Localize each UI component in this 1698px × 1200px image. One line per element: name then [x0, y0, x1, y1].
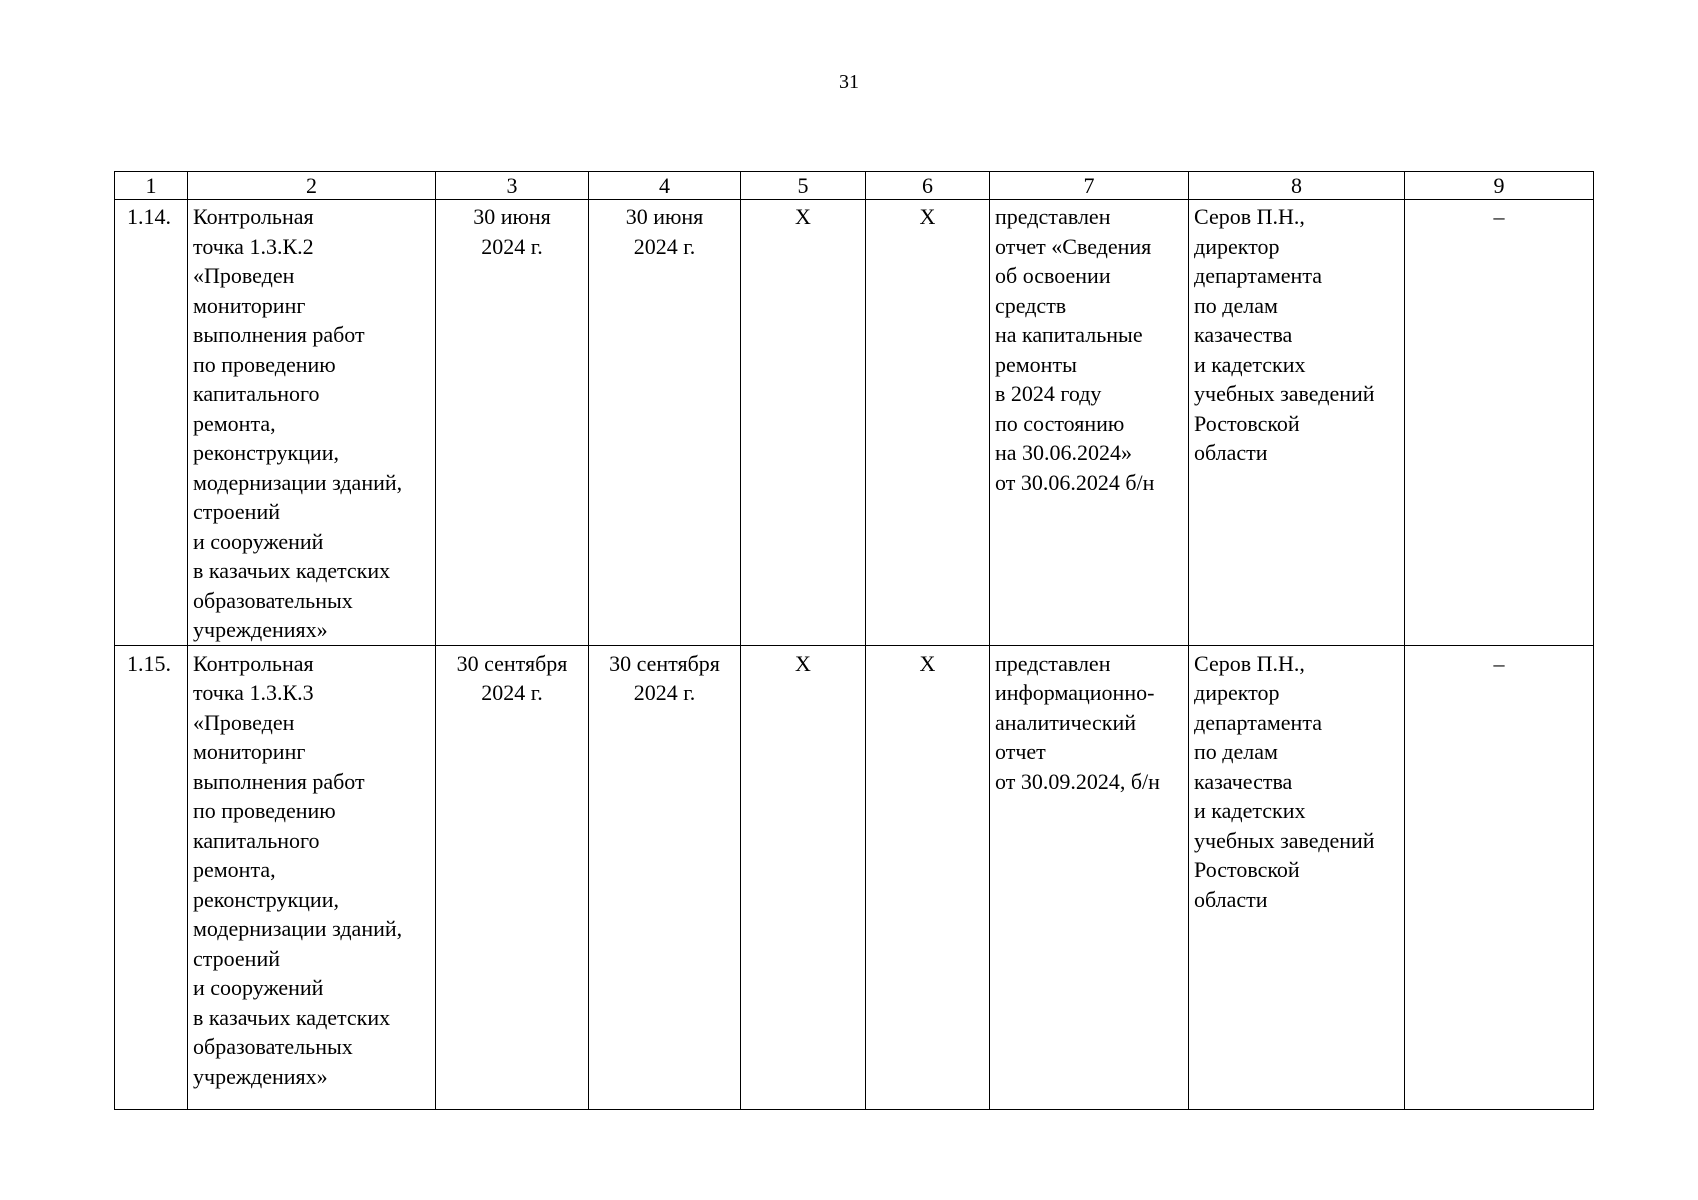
table-row	[115, 200, 1594, 646]
text-line: «Проведен	[193, 263, 295, 288]
text-line: департамента	[1194, 709, 1322, 735]
actual-date	[589, 645, 741, 1109]
planned-date	[436, 200, 589, 646]
text-line: директор	[1194, 680, 1280, 705]
text-line: реконструкции,	[193, 440, 339, 465]
text-line: отчет «Сведения	[995, 233, 1152, 259]
text-line: Контрольная	[193, 650, 314, 676]
col6-value: X	[866, 200, 990, 646]
row-number: 1.14.	[115, 200, 188, 646]
col9-value: –	[1405, 200, 1594, 646]
text-line: директор	[1194, 233, 1280, 259]
header-cell: 4	[589, 172, 741, 200]
text-line: выполнения работ	[193, 322, 365, 347]
text-line: капитального	[193, 381, 320, 406]
header-cell: 6	[866, 172, 990, 200]
text-line: от 30.09.2024, б/н	[995, 768, 1160, 794]
text-line: капитального	[193, 827, 320, 853]
text-line: Контрольная	[193, 204, 314, 229]
report-description	[990, 200, 1189, 646]
page-number: 31	[839, 71, 859, 93]
text-line: аналитический	[995, 709, 1137, 735]
text-line: информационно-	[995, 680, 1155, 705]
text-line: средств	[995, 292, 1067, 318]
text-line: на 30.06.2024»	[995, 440, 1133, 465]
text-line: области	[1194, 886, 1268, 912]
text-line: ремонта,	[193, 410, 276, 436]
header-cell: 8	[1189, 172, 1405, 200]
text-line: об освоении	[995, 263, 1111, 288]
header-cell: 1	[115, 172, 188, 200]
text-line: «Проведен	[193, 709, 295, 735]
text-line: 30 июня	[625, 204, 704, 229]
text-line: по проведению	[193, 351, 336, 377]
text-line: модернизации зданий,	[193, 469, 403, 495]
col5-value: X	[741, 645, 866, 1109]
plan-table	[114, 171, 1594, 1110]
text-line: ремонты	[995, 351, 1077, 377]
text-line: и кадетских	[1194, 798, 1306, 823]
text-line: представлен	[995, 650, 1111, 676]
text-line: 30 сентября	[609, 650, 720, 676]
actual-date	[589, 200, 741, 646]
responsible-person	[1189, 200, 1405, 646]
header-cell: 5	[741, 172, 866, 200]
text-line: выполнения работ	[193, 768, 365, 794]
text-line: мониторинг	[193, 292, 306, 318]
text-line: и сооружений	[193, 975, 324, 1000]
text-line: 30 сентября	[456, 650, 568, 676]
text-line: на капитальные	[995, 322, 1143, 347]
text-line: казачества	[1194, 322, 1293, 347]
text-line: отчет	[995, 739, 1046, 764]
text-line: строений	[193, 945, 281, 971]
col6-value: X	[866, 645, 990, 1109]
col9-value: –	[1405, 645, 1594, 1109]
text-line: Серов П.Н.,	[1194, 204, 1305, 229]
text-line: 2024 г.	[481, 680, 543, 705]
text-line: модернизации зданий,	[193, 916, 403, 941]
text-line: мониторинг	[193, 739, 306, 764]
text-line: в казачьих кадетских	[193, 558, 391, 583]
responsible-person	[1189, 645, 1405, 1109]
text-line: учреждениях»	[193, 1063, 328, 1089]
report-description	[990, 645, 1189, 1109]
control-point-description	[188, 645, 436, 1109]
text-line: Ростовской	[1194, 410, 1300, 436]
text-line: Ростовской	[1194, 857, 1300, 882]
text-line: строений	[193, 499, 281, 524]
text-line: представлен	[995, 204, 1111, 229]
text-line: 30 июня	[473, 204, 551, 229]
text-line: по делам	[1194, 292, 1278, 318]
text-line: области	[1194, 440, 1268, 465]
text-line: казачества	[1194, 768, 1293, 794]
text-line: образовательных	[193, 1034, 353, 1059]
header-cell: 7	[990, 172, 1189, 200]
col5-value: X	[741, 200, 866, 646]
text-line: в 2024 году	[995, 381, 1102, 406]
text-line: 2024 г.	[633, 680, 696, 705]
text-line: 2024 г.	[481, 233, 543, 259]
text-line: в казачьих кадетских	[193, 1004, 391, 1030]
header-cell: 3	[436, 172, 589, 200]
text-line: по состоянию	[995, 410, 1125, 436]
planned-date	[436, 645, 589, 1109]
control-point-description	[188, 200, 436, 646]
header-cell: 9	[1405, 172, 1594, 200]
row-number: 1.15.	[115, 645, 188, 1109]
text-line: Серов П.Н.,	[1194, 650, 1305, 676]
text-line: и кадетских	[1194, 351, 1306, 377]
text-line: реконструкции,	[193, 886, 339, 912]
text-line: департамента	[1194, 263, 1322, 288]
text-line: учебных заведений	[1194, 827, 1375, 853]
text-line: от 30.06.2024 б/н	[995, 469, 1155, 495]
header-cell: 2	[188, 172, 436, 200]
header-row	[115, 172, 1594, 200]
text-line: по проведению	[193, 798, 336, 823]
text-line: 2024 г.	[633, 233, 696, 259]
text-line: по делам	[1194, 739, 1278, 764]
text-line: точка 1.3.К.3	[193, 680, 314, 705]
text-line: учебных заведений	[1194, 381, 1375, 406]
text-line: образовательных	[193, 587, 353, 613]
text-line: ремонта,	[193, 857, 276, 882]
text-line: и сооружений	[193, 528, 324, 554]
text-line: учреждениях»	[193, 617, 328, 642]
text-line: точка 1.3.К.2	[193, 233, 314, 259]
table-row	[115, 645, 1594, 1109]
